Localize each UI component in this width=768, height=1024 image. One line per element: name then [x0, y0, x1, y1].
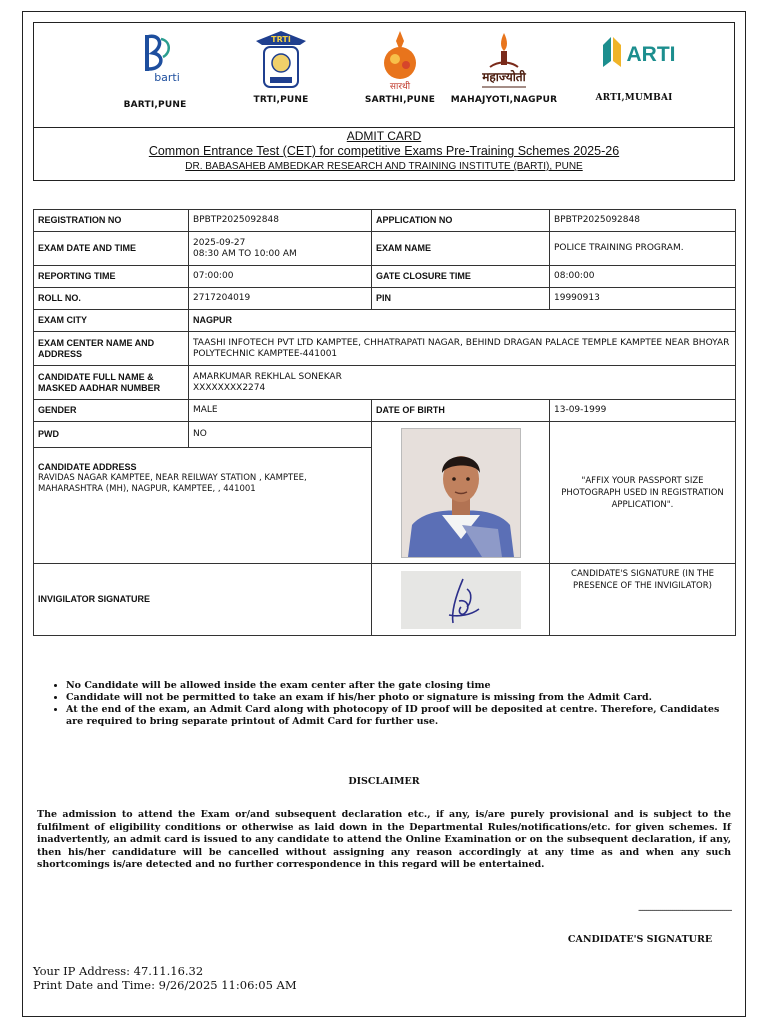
table-row [34, 422, 736, 448]
exam-subtitle: Common Entrance Test (CET) for competitive Exams Pre-Training Schemes 2025-26 [148, 144, 620, 158]
pin-label: PIN [372, 288, 550, 310]
candidate-signature-image [401, 571, 521, 629]
table-row [34, 266, 736, 288]
gate-closure-value: 08:00:00 [550, 266, 736, 288]
exam-name-value: POLICE TRAINING PROGRAM. [550, 232, 736, 266]
signature-cell [372, 564, 550, 636]
admit-card-header [33, 22, 735, 181]
gender-value: MALE [189, 400, 372, 422]
print-date-time: Print Date and Time: 9/26/2025 11:06:05 AM [33, 978, 297, 992]
table-row [34, 310, 736, 332]
dob-label: DATE OF BIRTH [372, 400, 550, 422]
list-item: • No Candidate will be allowed inside the exam center after the gate closing time [66, 680, 726, 692]
candidate-address-value: RAVIDAS NAGAR KAMPTEE, NEAR REILWAY STATION , KAMPTEE, MAHARASHTRA (MH), NAGPUR, KAMPTEE, , 441001 [38, 473, 307, 494]
logo-caption: BARTI,PUNE [123, 100, 187, 110]
invigilator-signature-label: INVIGILATOR SIGNATURE [34, 564, 372, 636]
institute-name: DR. BABASAHEB AMBEDKAR RESEARCH AND TRAINING INSTITUTE (BARTI), PUNE [185, 161, 583, 172]
pwd-label: PWD [34, 422, 189, 448]
roll-no-value: 2717204019 [189, 288, 372, 310]
candidate-address-cell [34, 448, 372, 564]
candidate-name-label: CANDIDATE FULL NAME & MASKED AADHAR NUMBER [34, 366, 189, 400]
dob-value: 13-09-1999 [550, 400, 736, 422]
registration-no-label: REGISTRATION NO [34, 210, 189, 232]
table-row [34, 400, 736, 422]
list-item: • At the end of the exam, an Admit Card along with photocopy of ID proof will be deposited at centre. Therefore, Candidates are required to bring separate printout of Admit Card for further use. [66, 704, 726, 728]
exam-city-value: NAGPUR [189, 310, 736, 332]
reporting-time-value: 07:00:00 [189, 266, 372, 288]
barti-logo-text: barti [154, 71, 180, 84]
logo-strip [34, 23, 734, 128]
masked-aadhar: XXXXXXXX2274 [193, 382, 266, 393]
gate-closure-label: GATE CLOSURE TIME [372, 266, 550, 288]
exam-time: 08:30 AM TO 10:00 AM [193, 248, 297, 259]
list-item: • Candidate will not be permitted to take an exam if his/her photo or signature is missing from the Admit Card. [66, 692, 726, 704]
sarthi-logo-text: सारथी [389, 82, 411, 92]
affix-photo-note-cell [550, 422, 736, 564]
candidate-signature-note: CANDIDATE'S SIGNATURE (IN THE PRESENCE OF THE INVIGILATOR) [571, 569, 714, 591]
barti-logo [100, 27, 210, 110]
candidate-signature-note-cell [550, 564, 736, 636]
table-row [34, 210, 736, 232]
disclaimer-title: DISCLAIMER [348, 776, 420, 787]
exam-date: 2025-09-27 [193, 237, 246, 248]
trti-logo-text: TRTI [271, 35, 291, 44]
candidate-signature-label: CANDIDATE'S SIGNATURE [567, 934, 713, 945]
trti-logo [226, 27, 336, 105]
logo-caption: ARTI,MUMBAI [595, 93, 673, 103]
print-footer [33, 964, 297, 992]
candidate-address-label: CANDIDATE ADDRESS [38, 462, 137, 472]
arti-logo [559, 27, 709, 103]
title-block [34, 129, 734, 174]
page-title: ADMIT CARD [346, 129, 422, 143]
instructions-list [50, 680, 726, 728]
exam-center-label: EXAM CENTER NAME AND ADDRESS [34, 332, 189, 366]
pwd-value: NO [189, 422, 372, 448]
mahajyoti-logo [439, 27, 569, 105]
ip-address: Your IP Address: 47.11.16.32 [33, 964, 204, 978]
roll-no-label: ROLL NO. [34, 288, 189, 310]
mahajyoti-logo-text: महाज्योती [482, 70, 526, 84]
table-row [34, 366, 736, 400]
logo-caption: TRTI,PUNE [253, 95, 309, 105]
candidate-name: AMARKUMAR REKHLAL SONEKAR [193, 371, 342, 382]
logo-caption: MAHAJYOTI,NAGPUR [450, 95, 558, 105]
photo-cell [372, 422, 550, 564]
candidate-name-value [189, 366, 736, 400]
exam-name-label: EXAM NAME [372, 232, 550, 266]
table-row [34, 564, 736, 636]
gender-label: GENDER [34, 400, 189, 422]
signature-line: ----------------------------------------------- [638, 905, 732, 915]
affix-photo-note: "AFFIX YOUR PASSPORT SIZE PHOTOGRAPH USED IN REGISTRATION APPLICATION". [561, 475, 724, 510]
pin-value: 19990913 [550, 288, 736, 310]
disclaimer-text: The admission to attend the Exam or/and subsequent declaration etc., if any, is/are purely provisional and is subject to the fulfilment of eligibility conditions or otherwise as laid down in the Departmental Rules/notifications/etc. for given schemes. If inadvertently, an admit card is issued to any candidate to attend the Online Examination or on the subsequent declaration, if any, then his/her candidature will be cancelled without assigning any reason accordingly at any time as and when any such shortcomings is/are detected and no further correspondence in this regard will be entertained. [37, 809, 731, 870]
arti-logo-text: ARTI [626, 43, 676, 66]
candidate-photo [401, 428, 521, 558]
table-row [34, 288, 736, 310]
registration-no-value: BPBTP2025092848 [189, 210, 372, 232]
exam-date-label: EXAM DATE AND TIME [34, 232, 189, 266]
exam-city-label: EXAM CITY [34, 310, 189, 332]
application-no-value: BPBTP2025092848 [550, 210, 736, 232]
exam-date-value [189, 232, 372, 266]
exam-center-value: TAASHI INFOTECH PVT LTD KAMPTEE, CHHATRAPATI NAGAR, BEHIND DRAGAN PALACE TEMPLE KAMPTEE NEAR BHOYAR POLYTECHNIC KAMPTEE-441001 [189, 332, 736, 366]
reporting-time-label: REPORTING TIME [34, 266, 189, 288]
candidate-info-table [33, 209, 736, 636]
table-row [34, 232, 736, 266]
logo-caption: SARTHI,PUNE [364, 95, 436, 105]
application-no-label: APPLICATION NO [372, 210, 550, 232]
table-row [34, 332, 736, 366]
